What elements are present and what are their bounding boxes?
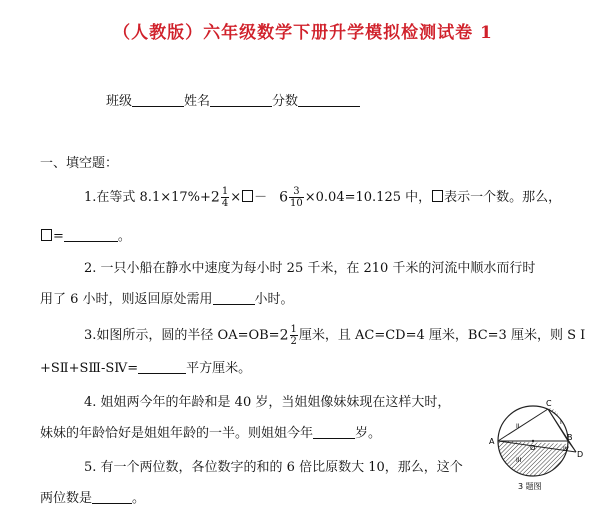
answer-blank[interactable]: [213, 290, 255, 305]
class-label: 班级: [106, 94, 133, 109]
q1-text: 表示一个数。那么，: [444, 190, 562, 205]
mixed-whole: 6: [279, 189, 289, 206]
mixed-whole: 2: [279, 327, 289, 344]
section-heading: 一、填空题：: [40, 156, 119, 171]
q2-text: 小时。: [254, 292, 294, 307]
fraction: $\frac{1}{4}$: [221, 186, 229, 209]
answer-blank[interactable]: [138, 359, 186, 374]
question-5-line-1: 5. 有一个两位数，各位数字的和的 6 倍比原数大 10，那么，这个: [84, 460, 463, 475]
figure-caption: 3 题图: [518, 482, 542, 491]
q3-text: 平方厘米。: [186, 361, 252, 376]
q4-text: 妹妹的年龄恰好是姐姐年龄的一半。则姐姐今年: [40, 426, 314, 441]
unknown-box: [432, 190, 443, 202]
circle-figure: [486, 396, 596, 494]
unknown-box: [242, 190, 253, 202]
equals-sign: =: [53, 229, 64, 244]
q3-text: 厘米，且 AC=CD=4 厘米，BC=3 厘米，则 S I: [298, 328, 586, 343]
question-3-line-1: [84, 324, 585, 347]
class-blank[interactable]: [132, 92, 184, 107]
minus-sign: －: [254, 190, 268, 205]
q1-text: 1.在等式 8.1×17%+: [84, 190, 211, 205]
question-4-line-1: 4. 姐姐两今年的年龄和是 40 岁，当姐姐像妹妹现在这样大时，: [84, 395, 451, 410]
label-a: A: [489, 437, 495, 446]
question-2-line-2: [40, 288, 294, 307]
q2-text: 用了 6 小时，则返回原处需用: [40, 292, 213, 307]
q1-text: 。: [117, 229, 131, 244]
answer-blank[interactable]: [92, 489, 132, 504]
label-o: O: [530, 444, 536, 452]
label-d: D: [577, 450, 584, 459]
answer-blank[interactable]: [64, 227, 118, 242]
q3-text: +SⅡ+SⅢ-SⅣ=: [40, 361, 139, 376]
label-i: I: [560, 419, 562, 426]
mixed-whole: 2: [210, 189, 220, 206]
label-iii: III: [516, 457, 522, 464]
chord-ac: [498, 409, 548, 441]
label-iv: IV: [563, 446, 569, 453]
q5-text: 。: [132, 491, 146, 506]
question-3-line-2: [40, 357, 251, 376]
question-1-line-2: [40, 225, 131, 244]
student-info-line: [106, 90, 360, 109]
name-label: 姓名: [184, 94, 211, 109]
label-c: C: [546, 399, 552, 408]
question-1-line-1: [84, 186, 561, 209]
line-bd: [568, 441, 576, 452]
name-blank[interactable]: [210, 92, 272, 107]
center-point: [532, 440, 534, 442]
question-5-line-2: [40, 487, 145, 506]
times-sign: ×: [230, 190, 242, 205]
fraction: $\frac{1}{2}$: [290, 324, 297, 347]
score-label: 分数: [272, 94, 299, 109]
answer-blank[interactable]: [313, 424, 355, 439]
fraction: $\frac{3}{10}$: [290, 186, 303, 209]
score-blank[interactable]: [298, 92, 360, 107]
q5-text: 两位数是: [40, 491, 93, 506]
q1-text: ×0.04=10.125 中，: [304, 190, 432, 205]
unknown-box: [41, 229, 52, 241]
question-4-line-2: [40, 422, 381, 441]
question-2-line-1: 2. 一只小船在静水中速度为每小时 25 千米，在 210 千米的河流中顺水而行时: [84, 261, 536, 276]
label-b: B: [567, 433, 573, 442]
label-ii: II: [516, 423, 520, 430]
q4-text: 岁。: [355, 426, 382, 441]
page-title: （人教版）六年级数学下册升学模拟检测试卷 1: [113, 23, 493, 43]
q3-text: 3.如图所示，圆的半径 OA=OB=: [84, 328, 280, 343]
